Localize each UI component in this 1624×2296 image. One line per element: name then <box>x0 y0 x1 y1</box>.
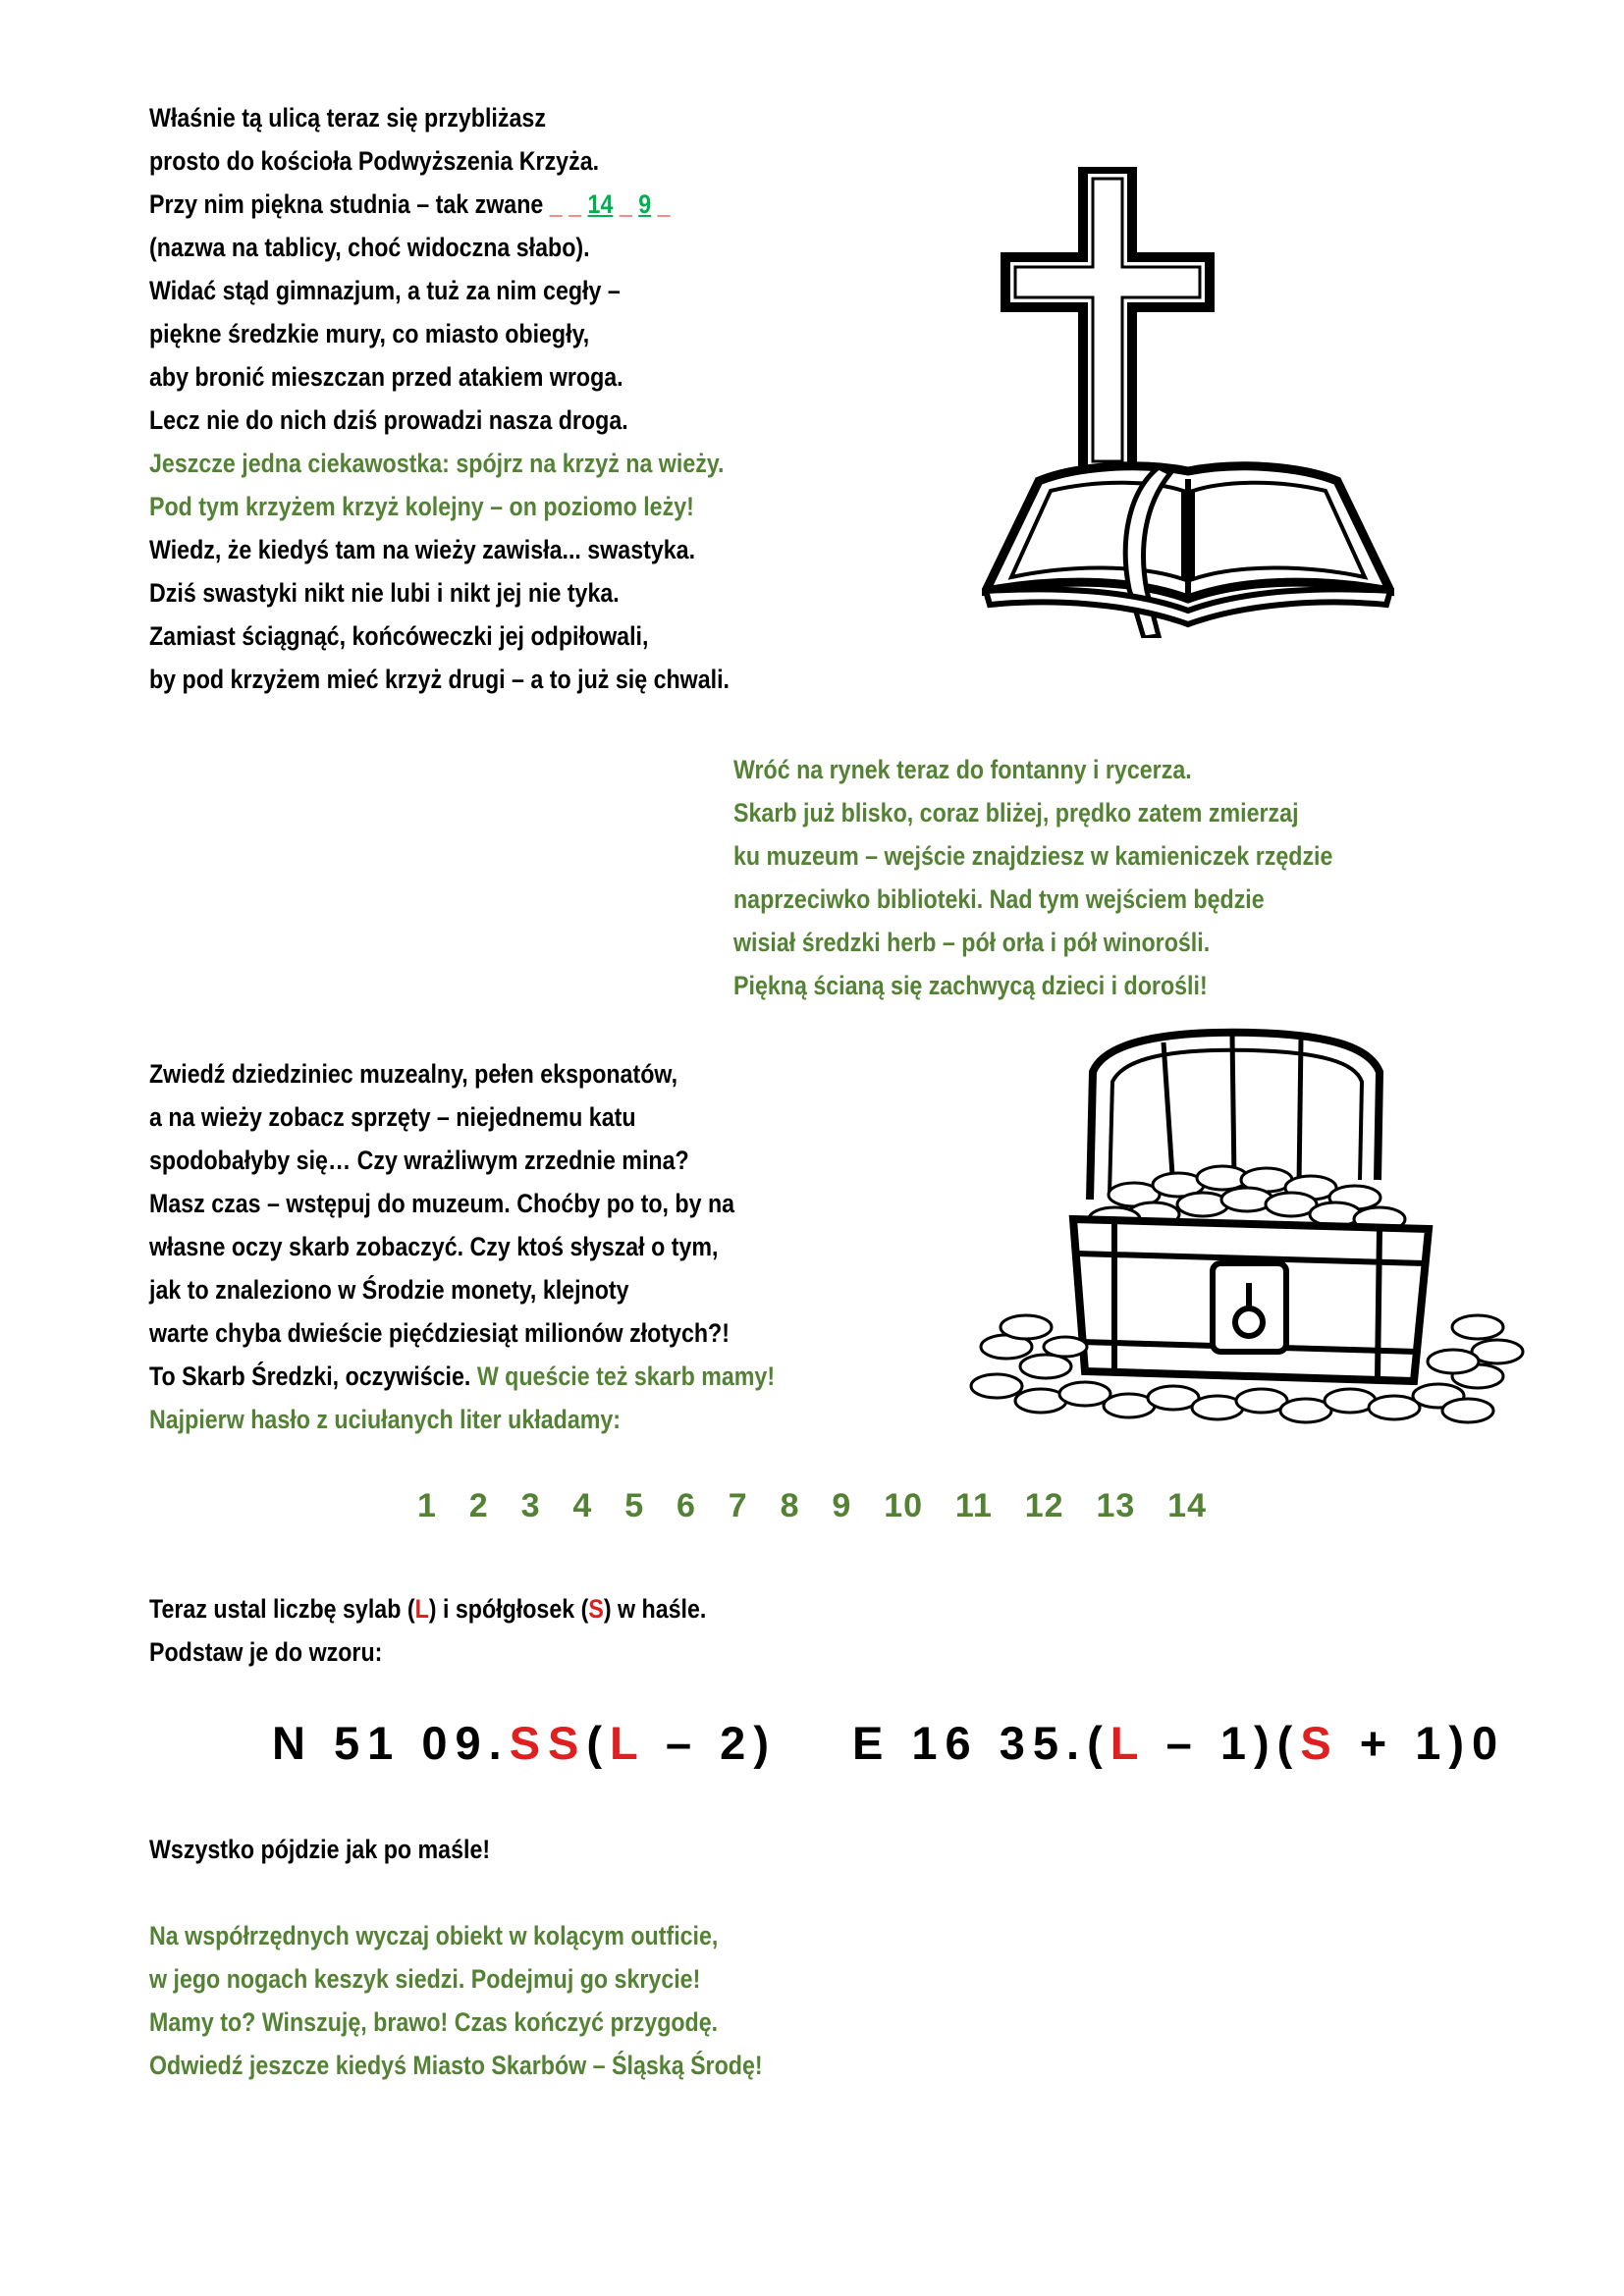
poem-line-riddle: Przy nim piękna studnia – tak zwane _ _ 14 _ 9 _ <box>149 189 671 219</box>
poem-line-green: w jego nogach keszyk siedzi. Podejmuj go skrycie! <box>149 1964 701 1994</box>
poem-line: Zamiast ściągnąć, końcóweczki jej odpiłowali, <box>149 621 649 651</box>
poem-line: a na wieży zobacz sprzęty – niejednemu katu <box>149 1102 636 1132</box>
encouragement-line: Wszystko pójdzie jak po maśle! <box>149 1835 491 1864</box>
poem-line: Lecz nie do nich dziś prowadzi nasza droga. <box>149 405 628 435</box>
poem-line: własne oczy skarb zobaczyć. Czy ktoś słyszał o tym, <box>149 1232 719 1261</box>
poem-line: jak to znaleziono w Środzie monety, klejnoty <box>149 1275 629 1305</box>
letter-number-9: 9 <box>638 189 652 219</box>
cross-bible-icon <box>982 167 1394 638</box>
poem-line-green: Pod tym krzyżem krzyż kolejny – on poziomo leży! <box>149 492 694 521</box>
poem-line-green: Odwiedź jeszcze kiedyś Miasto Skarbów – Śląską Środę! <box>149 2051 763 2080</box>
instruction-line: Podstaw je do wzoru: <box>149 1637 383 1667</box>
poem-section-church <box>149 96 824 701</box>
letter-index-numbers: 1 2 3 4 5 6 7 8 9 10 11 12 13 14 <box>416 1487 1207 1524</box>
instruction-line: Teraz ustal liczbę sylab (L) i spółgłosek (S) w haśle. <box>149 1594 707 1624</box>
poem-section-treasure <box>149 1052 877 1441</box>
variable-L: L <box>414 1594 429 1624</box>
poem-line: Masz czas – wstępuj do muzeum. Choćby po to, by na <box>149 1189 735 1218</box>
poem-line: Właśnie tą ulicą teraz się przybliżasz <box>149 103 546 133</box>
encouragement <box>149 1828 546 1871</box>
poem-line-green: naprzeciwko biblioteki. Nad tym wejściem będzie <box>733 884 1265 914</box>
poem-line: prosto do kościoła Podwyższenia Krzyża. <box>149 146 600 176</box>
poem-line-green: Jeszcze jedna ciekawostka: spójrz na krzyż na wieży. <box>149 449 725 478</box>
poem-line-green: Na współrzędnych wyczaj obiekt w kolącym outficie, <box>149 1921 719 1950</box>
poem-line: Wiedz, że kiedyś tam na wieży zawisła... swastyka. <box>149 535 696 564</box>
poem-line: Widać stąd gimnazjum, a tuż za nim cegły – <box>149 276 621 305</box>
instructions <box>149 1587 797 1674</box>
treasure-chest-icon <box>967 1023 1527 1435</box>
variable-S: S <box>588 1594 604 1624</box>
poem-line-green: Skarb już blisko, coraz bliżej, prędko zatem zmierzaj <box>733 798 1299 828</box>
letter-number-14: 14 <box>587 189 614 219</box>
blank-letters: _ _ <box>549 189 582 219</box>
poem-line: warte chyba dwieście pięćdziesiąt milionów złotych?! <box>149 1318 730 1348</box>
poem-line-green: Mamy to? Winszuję, brawo! Czas kończyć przygodę. <box>149 2007 719 2037</box>
poem-line-green: Najpierw hasło z uciułanych liter układamy: <box>149 1405 622 1434</box>
poem-line: aby bronić mieszczan przed atakiem wroga. <box>149 362 623 392</box>
formula-east: E 16 35.(L – 1)(S + 1)0 <box>852 1717 1506 1769</box>
poem-line: spodobałyby się… Czy wrażliwym zrzednie mina? <box>149 1146 689 1175</box>
poem-section-museum <box>733 748 1431 1007</box>
blank-letter: _ <box>619 189 632 219</box>
poem-line: Dziś swastyki nikt nie lubi i nikt jej nie tyka. <box>149 578 620 608</box>
poem-line: piękne średzkie mury, co miasto obiegły, <box>149 319 590 348</box>
blank-letter: _ <box>657 189 671 219</box>
poem-line: by pod krzyżem mieć krzyż drugi – a to już się chwali. <box>149 665 731 694</box>
poem-line-green: Wróć na rynek teraz do fontanny i rycerza. <box>733 755 1192 784</box>
poem-line: Zwiedź dziedziniec muzealny, pełen eksponatów, <box>149 1059 678 1089</box>
poem-section-final <box>149 1914 862 2087</box>
formula-north: N 51 09.SS(L – 2) <box>272 1717 777 1769</box>
poem-line-mixed: To Skarb Średzki, oczywiście. W queście też skarb mamy! <box>149 1362 776 1391</box>
poem-line-green: wisiał średzki herb – pół orła i pół winorośli. <box>733 928 1211 957</box>
poem-line-green: ku muzeum – wejście znajdziesz w kamieniczek rzędzie <box>733 841 1333 871</box>
poem-line: (nazwa na tablicy, choć widoczna słabo). <box>149 233 590 262</box>
poem-line-green: Piękną ścianą się zachwycą dzieci i dorośli! <box>733 971 1208 1000</box>
